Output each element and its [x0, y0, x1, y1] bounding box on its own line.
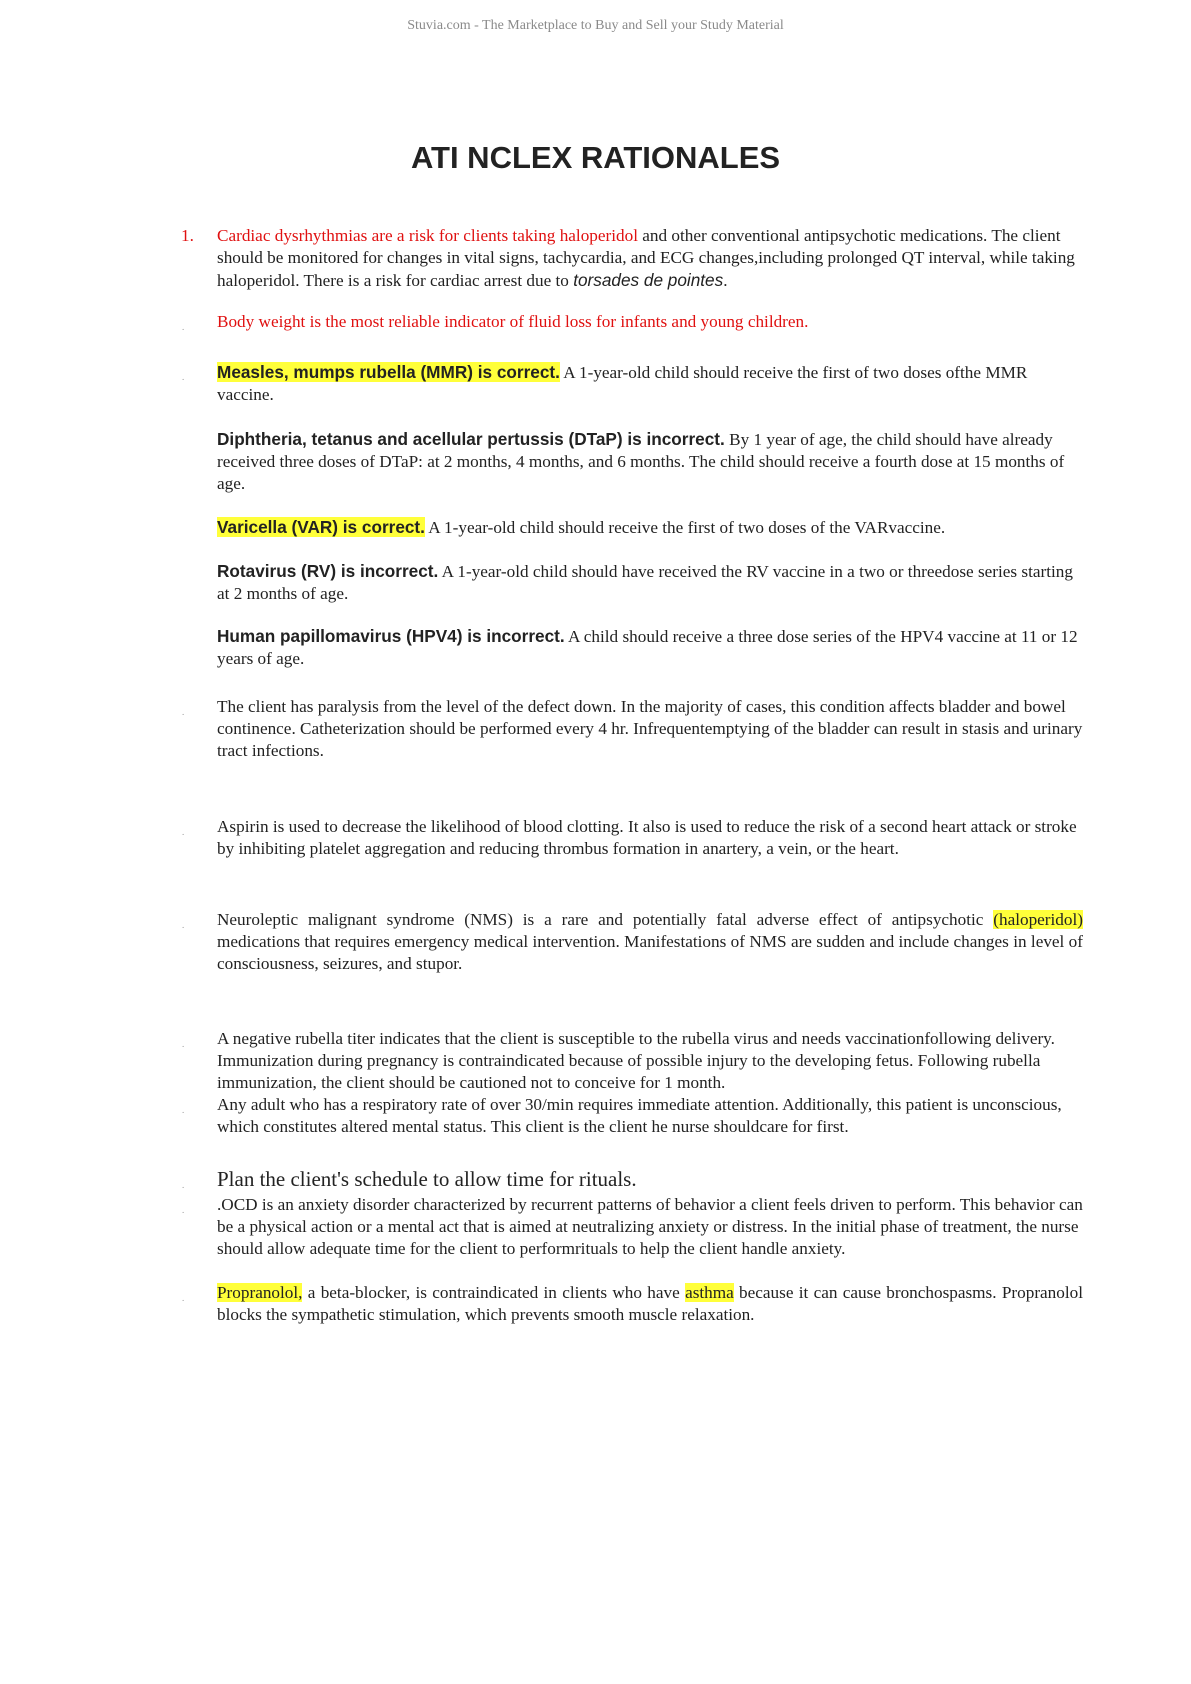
bullet-marker: . [182, 1105, 185, 1115]
vaccine-text: A 1-year-old child should have received the RV vaccine in a two or threedose series starting at 2 months of age. [217, 562, 1073, 603]
page-title: ATI NCLEX RATIONALES [410, 140, 781, 175]
bullet-marker: . [182, 1039, 185, 1049]
vaccine-text: A 1-year-old child should receive the first of two doses of the VARvaccine. [424, 518, 946, 537]
paragraph-rubella: A negative rubella titer indicates that the client is susceptible to the rubella virus and needs vaccinationfollowing delivery. Immunization during pregnancy is contraindicated because of possible injury to the developing fetus. Following rubella immunization, the client should be cautioned not to conceive for 1 month. [217, 1029, 1055, 1092]
bullet-marker: . [182, 1180, 185, 1190]
paragraph-respiratory: Any adult who has a respiratory rate of over 30/min requires immediate attention. Additionally, this patient is unconscious, which constitutes altered mental status. This client is the client he nurse shouldcare for first. [217, 1095, 1062, 1136]
vaccine-text: A 1-year-old child should receive the first of two doses ofthe MMR vaccine. [217, 363, 1028, 404]
bullet-marker: . [182, 827, 185, 837]
italic-term: torsades de pointes [573, 270, 724, 290]
bullet-marker: . [182, 920, 185, 930]
paragraph-rituals: Plan the client's schedule to allow time for rituals. [217, 1167, 637, 1191]
paragraph-propranolol [217, 1282, 1083, 1326]
paragraph-rotavirus [217, 560, 1083, 605]
paragraph-varicella [217, 516, 1083, 539]
highlight-text: asthma [685, 1283, 734, 1302]
bullet-marker: . [182, 1293, 185, 1303]
vaccine-label: Varicella (VAR) is correct. [217, 517, 425, 537]
paragraph-nms [217, 909, 1083, 975]
body-text: medications that requires emergency medical intervention. Manifestations of NMS are sudden and include changes in level of consciousness, seizures, and stupor. [217, 932, 1083, 973]
vaccine-label: Measles, mumps rubella (MMR) is correct. [217, 362, 560, 382]
paragraph-body-weight: Body weight is the most reliable indicator of fluid loss for infants and young children. [217, 312, 809, 331]
paragraph-hpv [217, 625, 1083, 670]
paragraph-paralysis: The client has paralysis from the level of the defect down. In the majority of cases, this condition affects bladder and bowel continence. Catheterization should be performed every 4 hr. Infrequentemptying of the bladder can result in stasis and urinary tract infections. [217, 697, 1083, 760]
paragraph-mmr [217, 361, 1083, 406]
watermark: Stuvia.com - The Marketplace to Buy and Sell your Study Material [407, 18, 784, 33]
vaccine-label: Human papillomavirus (HPV4) is incorrect. [217, 626, 565, 646]
bullet-marker: . [182, 322, 185, 332]
item-number: 1. [181, 226, 194, 245]
body-text: Neuroleptic malignant syndrome (NMS) is a rare and potentially fatal adverse effect of antipsychotic [217, 910, 994, 929]
vaccine-label: Diphtheria, tetanus and acellular pertussis (DTaP) is incorrect. [217, 429, 725, 449]
paragraph-ocd: .OCD is an anxiety disorder characterized by recurrent patterns of behavior a client feels driven to perform. This behavior can be a physical action or a mental act that is aimed at neutralizing anxiety or distress. In the initial phase of treatment, the nurse should allow adequate time for the client to performrituals to help the client handle anxiety. [217, 1195, 1083, 1258]
vaccine-label: Rotavirus (RV) is incorrect. [217, 561, 439, 581]
red-text: Cardiac dysrhythmias are a risk for clients taking haloperidol [217, 226, 638, 245]
paragraph-aspirin: Aspirin is used to decrease the likelihood of blood clotting. It also is used to reduce the risk of a second heart attack or stroke by inhibiting platelet aggregation and reducing thrombus formation in anartery, a vein, or the heart. [217, 817, 1077, 858]
vaccine-text: By 1 year of age, the child should have already received three doses of DTaP: at 2 months, 4 months, and 6 months. The child should receive a fourth dose at 15 months of age. [217, 430, 1065, 493]
bullet-marker: . [182, 372, 185, 382]
vaccine-text: A child should receive a three dose series of the HPV4 vaccine at 11 or 12 years of age. [217, 627, 1078, 668]
bullet-marker: . [182, 707, 185, 717]
body-text: and other conventional antipsychotic medications. The client should be monitored for changes in vital signs, tachycardia, and ECG changes,including prolonged QT interval, while taking haloperidol. There is a risk for cardiac arrest due to [217, 226, 1075, 290]
paragraph-dtap [217, 428, 1083, 495]
highlight-text: (haloperidol) [993, 910, 1083, 929]
paragraph-cardiac: Cardiac dysrhythmias are a risk for clients taking haloperidol and other conventional antipsychotic medications. The client should be monitored for changes in vital signs, tachycardia, and ECG changes,including prolonged QT interval, while taking haloperidol. There is a risk for cardiac arrest due to torsades de pointes. [217, 226, 1075, 290]
body-text: a beta-blocker, is contraindicated in clients who have [302, 1283, 686, 1302]
bullet-marker: . [182, 1205, 185, 1215]
body-text: because it can cause bronchospasms. Propranolol blocks the sympathetic stimulation, which prevents smooth muscle relaxation. [217, 1283, 1084, 1324]
highlight-text: Propranolol, [217, 1283, 303, 1302]
